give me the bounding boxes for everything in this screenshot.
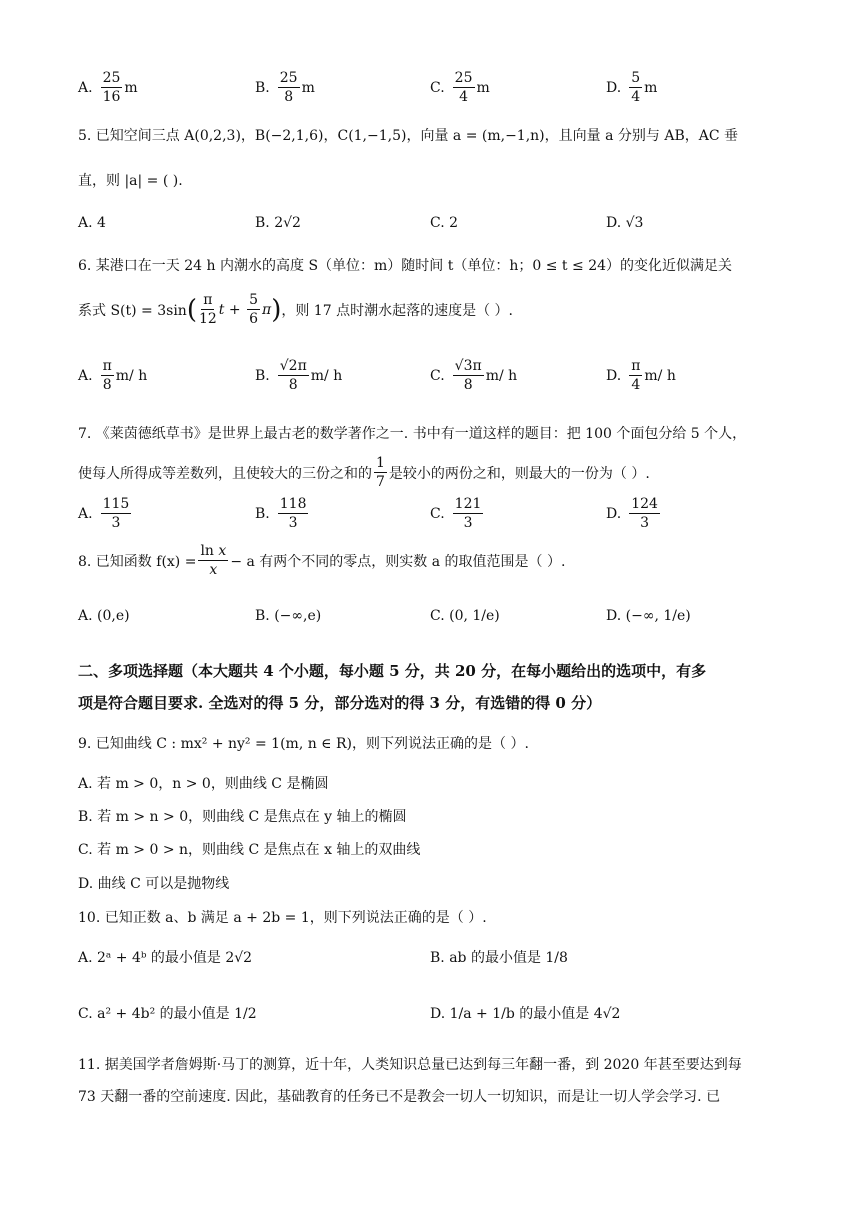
q9-option-d: D. 曲线 C 可以是抛物线 — [78, 876, 230, 892]
section2-heading-line2: 项是符合题目要求. 全选对的得 5 分，部分选对的得 3 分，有选错的得 0 分） — [78, 694, 602, 712]
q4-option-c: C. $\frac{25}{4}$ m — [430, 70, 490, 106]
q8-stem: 8. 已知函数 f(x) = $\frac{\text{ln x}}{x}$ − a 有两个不同的零点，则实数 a 的取值范围是（ ）. — [78, 543, 566, 579]
q10-option-c: C. a² + 4b² 的最小值是 1/2 — [78, 1006, 257, 1022]
q7-stem-line2: 使每人所得成等差数列，且使较大的三份之和的 $\frac{1}{7}$ 是较小的两份之和，则最大的一份为（ ）. — [78, 455, 650, 491]
q5-option-d: D. √3 — [606, 215, 644, 231]
q5-stem-line1: 5. 已知空间三点 A(0,2,3)，B(−2,1,6)，C(1,−1,5)，向量 a = (m,−1,n)，且向量 a 分别与 AB，AC 垂 — [78, 128, 739, 144]
q5-option-a: A. 4 — [78, 215, 106, 231]
q9-stem: 9. 已知曲线 C : mx² + ny² = 1(m, n ∈ R)，则下列说法正确的是（ ）. — [78, 736, 529, 752]
q8-option-a: A. (0,e) — [78, 608, 130, 624]
q4-option-d: D. $\frac{5}{4}$ m — [606, 70, 658, 106]
q10-stem: 10. 已知正数 a、b 满足 a + 2b = 1，则下列说法正确的是（ ）. — [78, 910, 487, 926]
q10-option-a: A. 2ᵃ + 4ᵇ 的最小值是 2√2 — [78, 950, 253, 966]
q11-stem-line2: 73 天翻一番的空前速度. 因此，基础教育的任务已不是教会一切人一切知识，而是让一切人学会学习. 已 — [78, 1089, 721, 1105]
q10-option-d: D. 1/a + 1/b 的最小值是 4√2 — [430, 1006, 621, 1022]
q11-stem-line1: 11. 据美国学者詹姆斯·马丁的测算，近十年，人类知识总量已达到每三年翻一番，到 2020 年甚至要达到每 — [78, 1057, 742, 1073]
q4-option-b: B. $\frac{25}{8}$ m — [255, 70, 315, 106]
q8-prefix: 8. 已知函数 f(x) = — [78, 553, 197, 570]
q6-option-a: A. $\frac{\pi}{8}$ m/ h — [78, 358, 148, 394]
q9-option-b: B. 若 m > n > 0，则曲线 C 是焦点在 y 轴上的椭圆 — [78, 809, 407, 825]
q7-line2-suffix: 是较小的两份之和，则最大的一份为（ ）. — [388, 465, 650, 482]
q7-line2-prefix: 使每人所得成等差数列，且使较大的三份之和的 — [78, 465, 372, 482]
q4-option-a: A. $\frac{25}{16}$ m — [78, 70, 138, 106]
q9-option-a: A. 若 m > 0，n > 0，则曲线 C 是椭圆 — [78, 776, 329, 792]
q8-option-c: C. (0, 1/e) — [430, 608, 500, 624]
q6-stem-line2: 系式 S(t) = 3sin ( $\frac{\pi}{12}$ t + $\frac{5}{6}$ π ) ，则 17 点时潮水起落的速度是（ ）. — [78, 292, 513, 328]
q6-option-b: B. $\frac{√2\pi}{8}$ m/ h — [255, 358, 343, 394]
q9-option-c: C. 若 m > 0 > n，则曲线 C 是焦点在 x 轴上的双曲线 — [78, 842, 421, 858]
q7-option-a: A. $\frac{115}{3}$ — [78, 496, 130, 532]
q8-suffix: − a 有两个不同的零点，则实数 a 的取值范围是（ ）. — [230, 553, 566, 570]
q7-option-d: D. $\frac{124}{3}$ — [606, 496, 658, 532]
q6-option-c: C. $\frac{√3\pi}{8}$ m/ h — [430, 358, 518, 394]
q5-option-b: B. 2√2 — [255, 215, 301, 231]
q6-formula-suffix: ，则 17 点时潮水起落的速度是（ ）. — [281, 302, 513, 319]
q8-option-b: B. (−∞,e) — [255, 608, 322, 624]
q7-option-c: C. $\frac{121}{3}$ — [430, 496, 482, 532]
right-paren: ) — [271, 294, 282, 325]
q7-option-b: B. $\frac{118}{3}$ — [255, 496, 307, 532]
q5-option-c: C. 2 — [430, 215, 459, 231]
q7-stem-line1: 7. 《莱茵德纸草书》是世界上最古老的数学著作之一. 书中有一道这样的题目：把 100 个面包分给 5 个人， — [78, 426, 747, 442]
q10-option-b: B. ab 的最小值是 1/8 — [430, 950, 568, 966]
q5-stem-line2: 直，则 |a| = ( ). — [78, 173, 183, 189]
q6-stem-line1: 6. 某港口在一天 24 h 内潮水的高度 S（单位：m）随时间 t（单位：h；0 ≤ t ≤ 24）的变化近似满足关 — [78, 258, 733, 274]
q8-option-d: D. (−∞, 1/e) — [606, 608, 691, 624]
q6-formula-prefix: 系式 S(t) = 3sin — [78, 302, 187, 319]
section2-heading-line1: 二、多项选择题（本大题共 4 个小题，每小题 5 分，共 20 分，在每小题给出的选项中，有多 — [78, 662, 707, 680]
left-paren: ( — [186, 294, 197, 325]
q6-option-d: D. $\frac{\pi}{4}$ m/ h — [606, 358, 676, 394]
